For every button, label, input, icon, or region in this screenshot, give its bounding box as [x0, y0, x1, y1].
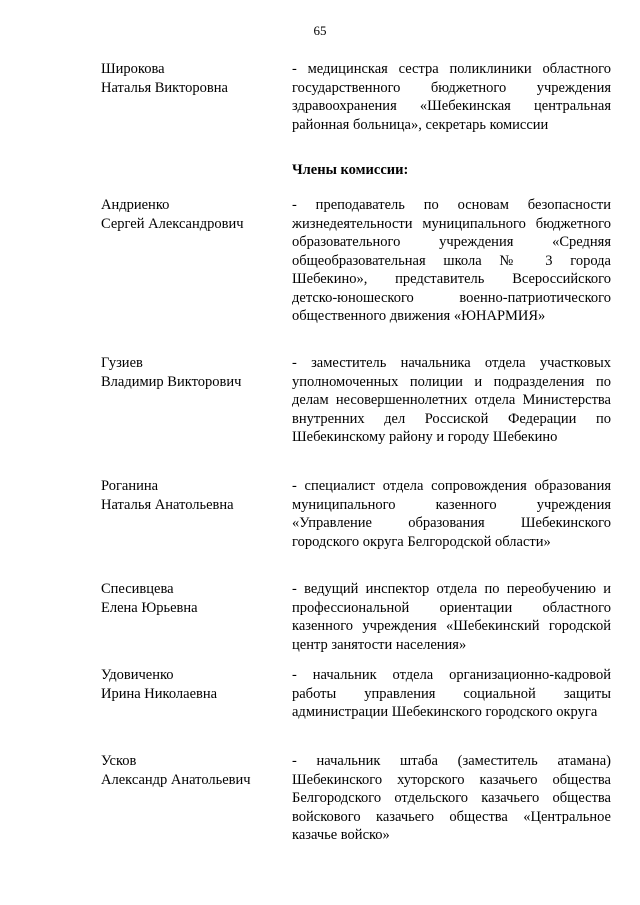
page-number: 65	[313, 23, 327, 38]
role-description: - медицинская сестра поликлиники областного государственного бюджетного учреждения здравоохранения «Шебекинская центральная районная больница», секретарь комиссии	[292, 61, 611, 133]
role-description: - преподаватель по основам безопасности жизнедеятельности муниципального бюджетного образовательного учреждения «Средняя общеобразовательная школа № 3 города Шебекино», представитель Всероссийского детско-юношеского военно-патриотического общественного движения «ЮНАРМИЯ»	[292, 197, 611, 324]
given-names: Александр Анатольевич	[101, 771, 251, 788]
given-names: Наталья Анатольевна	[101, 496, 234, 513]
surname: Роганина	[101, 478, 159, 494]
given-names: Наталья Викторовна	[101, 79, 228, 96]
given-names: Елена Юрьевна	[101, 599, 198, 616]
role-description: - специалист отдела сопровождения образования муниципального казенного учреждения «Управление образования Шебекинского городского округа Белгородской области»	[292, 478, 611, 550]
person-name	[101, 196, 291, 233]
surname: Усков	[101, 753, 137, 769]
person-name	[101, 752, 291, 789]
given-names: Ирина Николаевна	[101, 685, 218, 702]
person-name	[101, 580, 291, 617]
person-name	[101, 666, 291, 703]
members-heading: Члены комиссии:	[292, 162, 409, 178]
surname: Андриенко	[101, 197, 170, 213]
role-description: - начальник штаба (заместитель атамана) Шебекинского хуторского казачьего общества Белгородского отдельского казачьего общества войскового казачьего общества «Центральное казачье войско»	[292, 753, 611, 843]
role-description: - заместитель начальника отдела участковых уполномоченных полиции и подразделения по делам несовершеннолетних отдела Министерства внутренних дел Россиской Федерации по Шебекинскому району и городу Шебекино	[292, 355, 611, 445]
surname: Спесивцева	[101, 581, 174, 597]
surname: Широкова	[101, 61, 165, 77]
person-name	[101, 354, 291, 391]
person-name	[101, 477, 291, 514]
surname: Удовиченко	[101, 667, 174, 683]
role-description: - ведущий инспектор отдела по переобучению и профессиональной ориентации областного казенного учреждения «Шебекинский городской центр занятости населения»	[292, 581, 611, 653]
given-names: Сергей Александрович	[101, 215, 244, 232]
role-description: - начальник отдела организационно-кадровой работы управления социальной защиты администрации Шебекинского городского округа	[292, 667, 611, 720]
given-names: Владимир Викторович	[101, 373, 242, 390]
surname: Гузиев	[101, 355, 143, 371]
person-name	[101, 60, 291, 97]
